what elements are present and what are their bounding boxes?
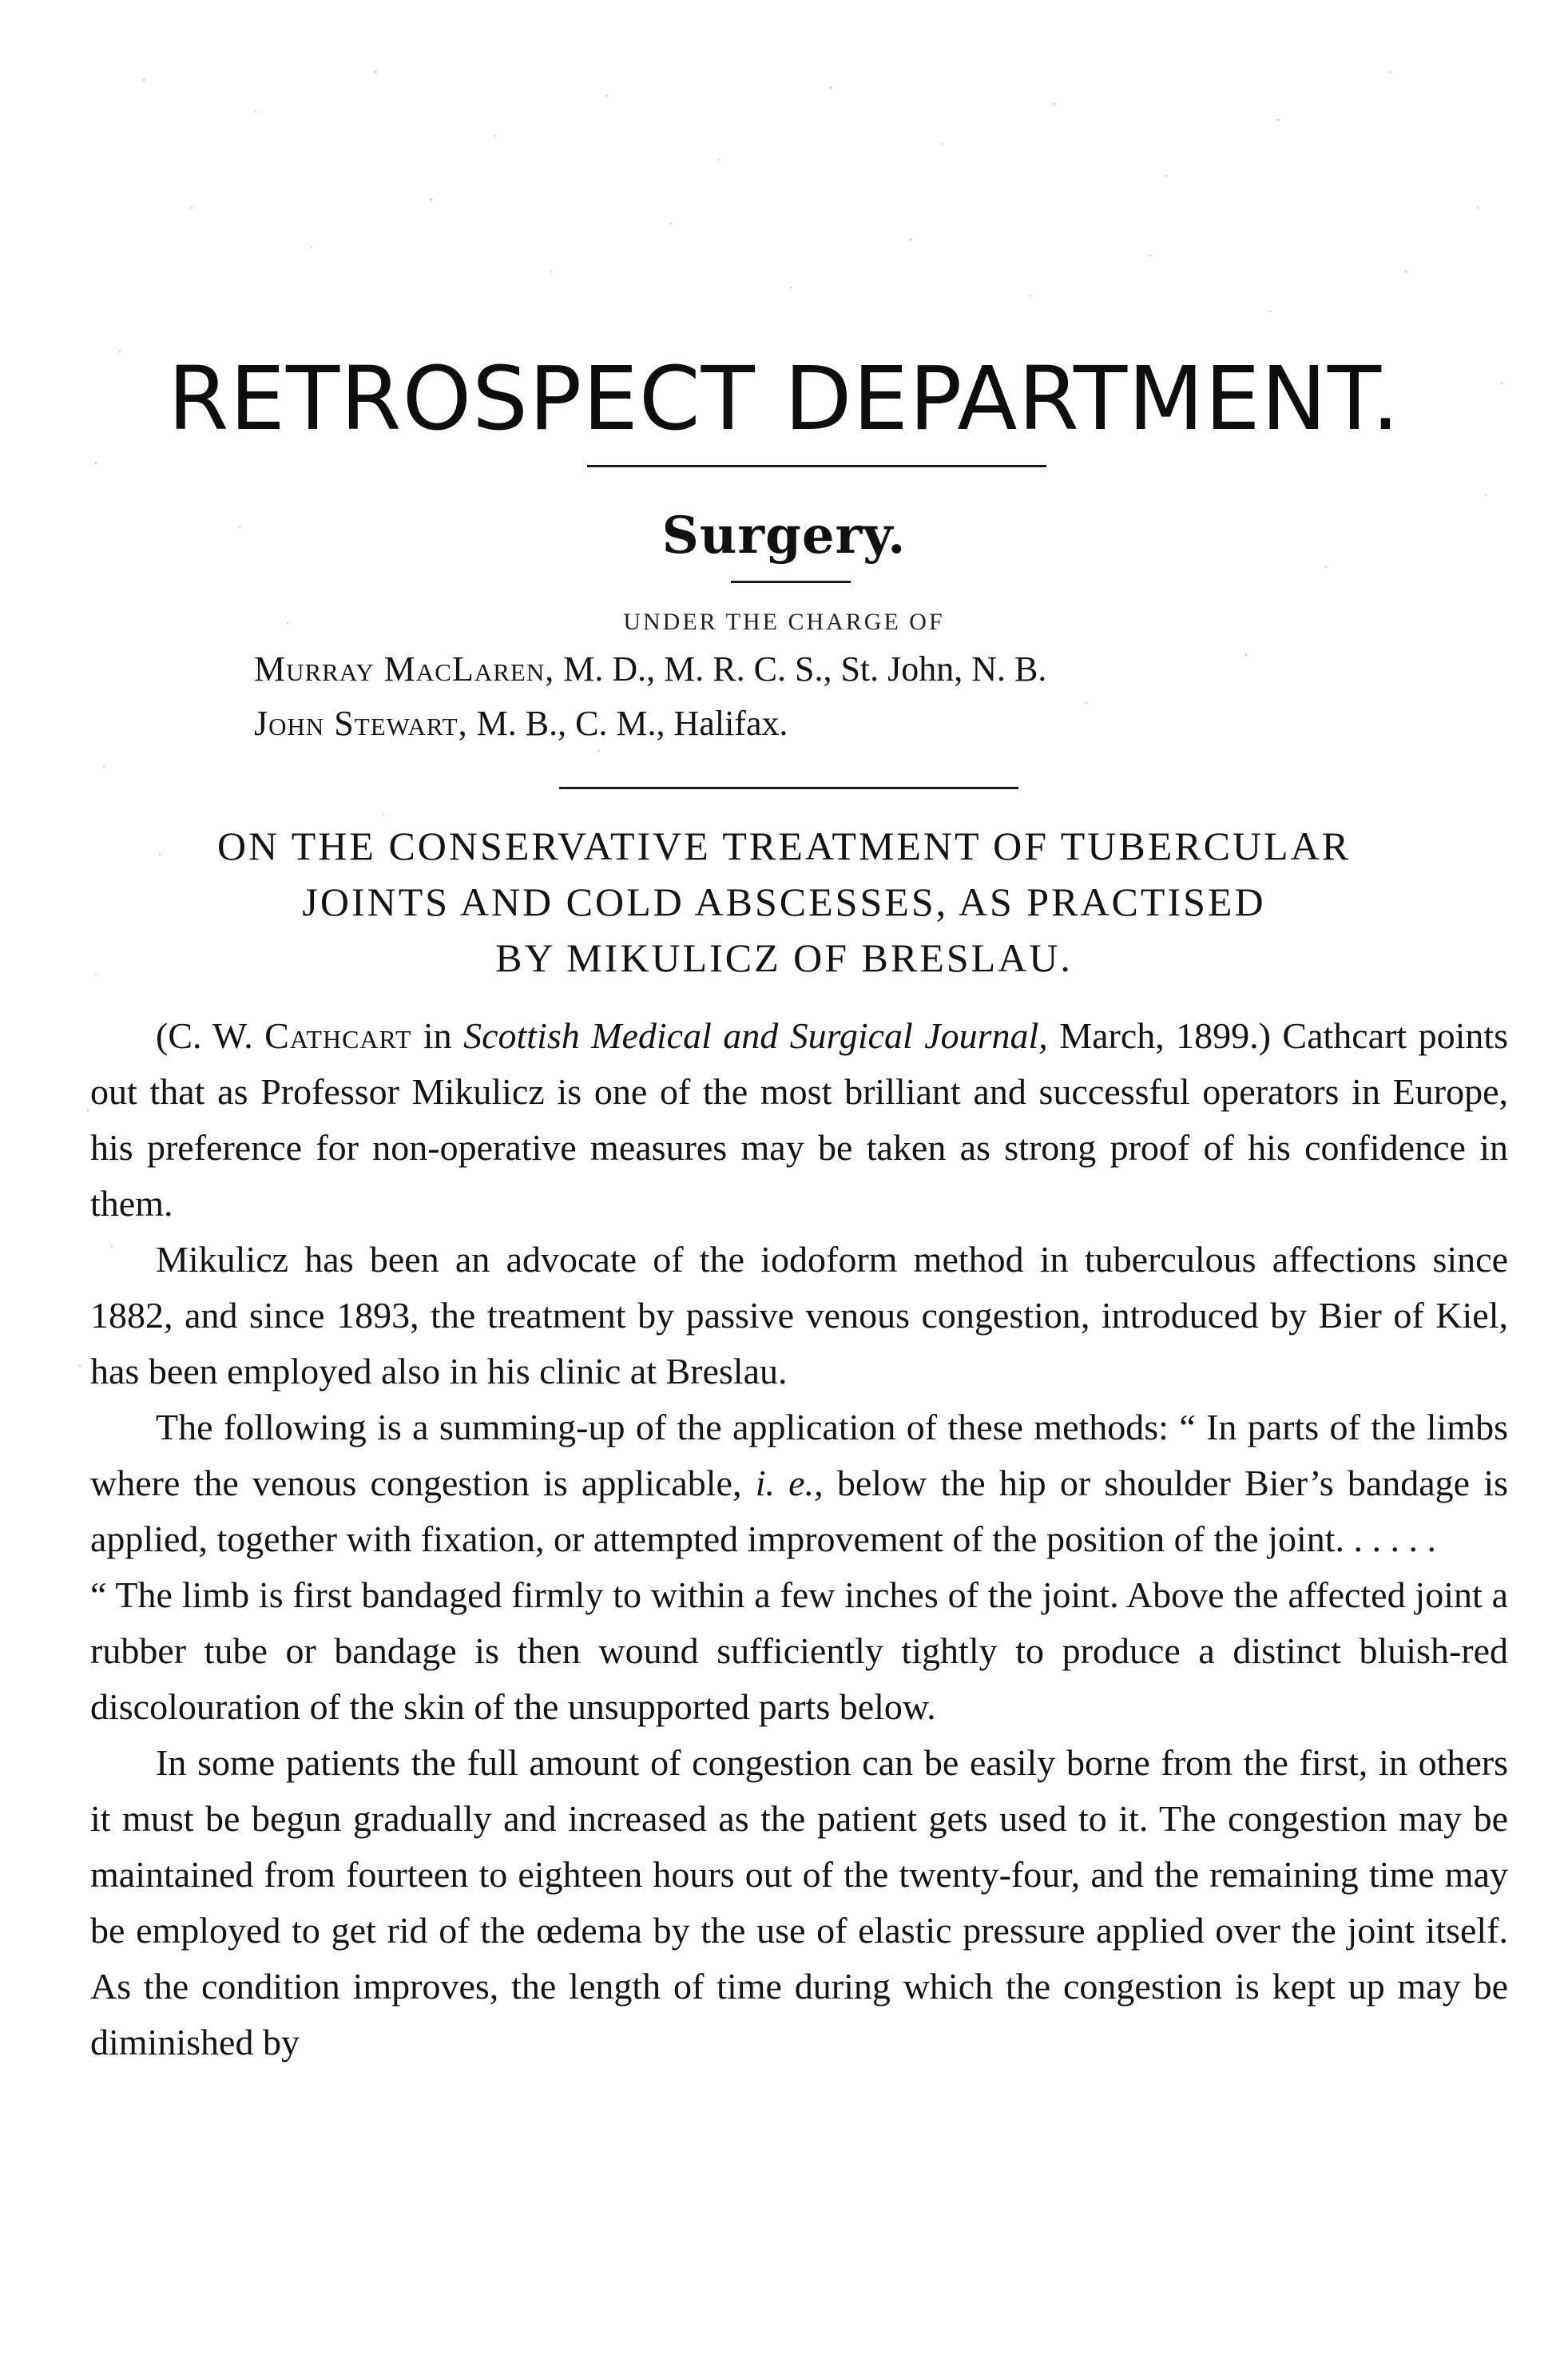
- citation-journal: Scottish Medical and Surgical Journal,: [463, 1015, 1048, 1056]
- citation-open: (C. W.: [156, 1015, 253, 1056]
- section-heading: Surgery.: [661, 506, 907, 566]
- article-body: [90, 1008, 1508, 2070]
- paragraph-citation: [90, 1008, 1508, 1232]
- article-title-line: BY MIKULICZ OF BRESLAU.: [495, 935, 1073, 980]
- divider-rule: [731, 581, 851, 583]
- editor-credentials: M. D., M. R. C. S., St. John, N. B.: [563, 649, 1047, 689]
- paragraph-text: The following is a summing-up of the application of these methods: “ In parts of the limbs where the venous congestion is applicable,: [90, 1407, 1508, 1503]
- abbreviation-ie: i. e.,: [755, 1463, 824, 1503]
- editor-credentials: M. B., C. M., Halifax.: [476, 704, 788, 743]
- article-title-line: ON THE CONSERVATIVE TREATMENT OF TUBERCULAR: [216, 824, 1352, 868]
- article-title-line: JOINTS AND COLD ABSCESSES, AS PRACTISED: [302, 879, 1266, 924]
- editor-name: John Stewart,: [254, 704, 468, 743]
- charge-label: UNDER THE CHARGE OF: [623, 609, 945, 635]
- paragraph-quote: “ The limb is first bandaged firmly to within a few inches of the joint. Above the affected joint a rubber tube or bandage is then wound sufficiently tightly to produce a distinct bluish-red discolouration of the skin of the unsupported parts below.: [90, 1574, 1508, 1727]
- citation-date: March, 1899.): [1059, 1015, 1271, 1056]
- paragraph: [90, 1399, 1508, 1567]
- citation-author: Cathcart: [264, 1015, 412, 1056]
- divider-rule: [587, 465, 1046, 467]
- editor-name: Murray MacLaren,: [254, 649, 555, 689]
- divider-rule: [559, 787, 1018, 789]
- citation-in: in: [423, 1015, 452, 1056]
- paragraph-text: Cathcart points out that as Professor Mikulicz is one of the most brilliant and successful operators in Europe, his preference for non-operative measures may be taken as strong proof of his confidence in them.: [90, 1015, 1509, 1224]
- editor-line: [254, 703, 788, 744]
- department-heading: RETROSPECT DEPARTMENT.: [168, 347, 1400, 450]
- editor-line: [254, 649, 1046, 689]
- paragraph: In some patients the full amount of congestion can be easily borne from the first, in others it must be begun gradually and increased as the patient gets used to it. The congestion may be maintained from fourteen to eighteen hours out of the twenty-four, and the remaining time may be employed to get rid of the œdema by the use of elastic pressure applied over the joint itself. As the condition improves, the length of time during which the congestion is kept up may be diminished by: [90, 1742, 1508, 2062]
- paragraph: Mikulicz has been an advocate of the iodoform method in tuberculous affections since 1882, and since 1893, the treatment by passive venous congestion, introduced by Bier of Kiel, has been employed also in his clinic at Breslau.: [90, 1239, 1508, 1391]
- paragraph-text: below the hip or shoulder Bier’s bandage is applied, together with fixation, or attempted improvement of the position of the joint. . . . . .: [90, 1463, 1509, 1559]
